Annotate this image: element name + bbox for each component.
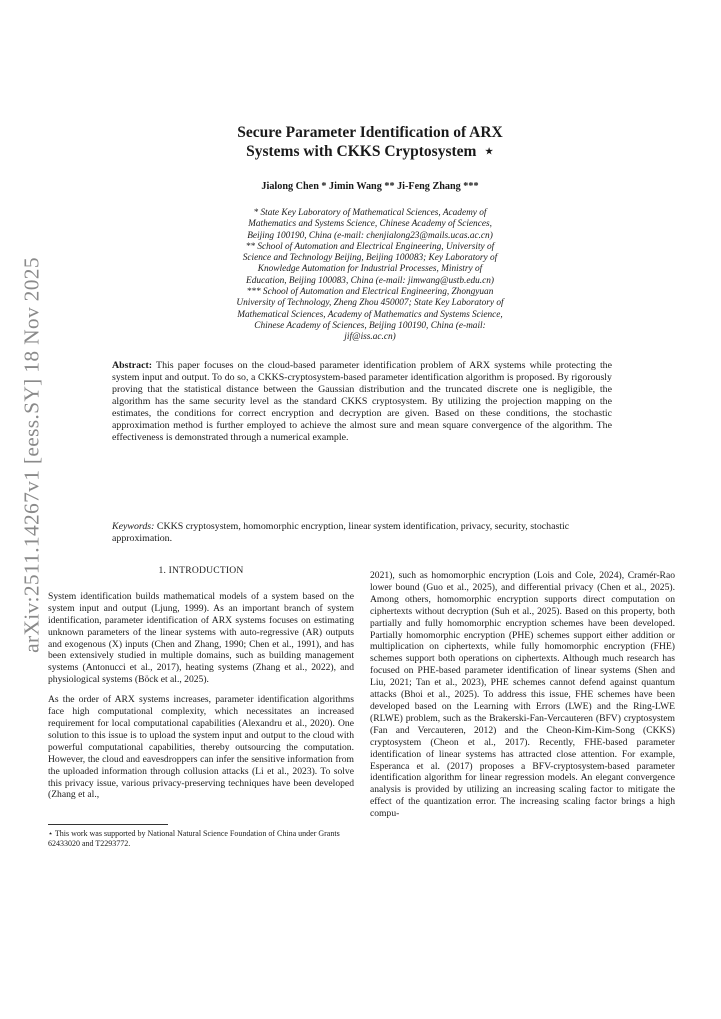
intro-paragraph-continued: 2021), such as homomorphic encryption (Lois and Cole, 2024), Cramér-Rao lower bound (Guo et al., 2025), and differential privacy (Chen et al., 2025). Among others, homomorphic encryption supports direct computation on ciphertexts without decryption (Suh et al., 2025). Based on this property, both partially and fully homomorphic encryption schemes have been developed. Partially homomorphic encryption (PHE) schemes support either addition or multiplication on ciphertexts, while fully homomorphic encryption (FHE) schemes support both operations on ciphertexts. Although much research has focused on PHE-based parameter identification of linear systems (Shen and Liu, 2021; Tan et al., 2023), PHE schemes cannot defend against quantum attacks (Bhoi et al., 2025). To address this issue, FHE schemes have been developed based on the Learning with Errors (LWE) and the Ring-LWE (RLWE) problem, such as the Brakerski-Fan-Vercauteren (BFV) cryptosystem (Fan and Vercauteren, 2012) and the Cheon-Kim-Kim-Song (CKKS) cryptosystem (Cheon et al., 2017). Recently, FHE-based parameter identification of linear systems has attracted close attention. For example, Esperanca et al. (2017) proposes a BFV-cryptosystem-based parameter identification algorithm for linear regression models. An elegant convergence analysis is provided by utilizing an increasing scaling factor to mitigate the effect of the quantization error. The increasing scaling factor brings a high compu- [370, 570, 675, 820]
affil-line: Education, Beijing 100083, China (e-mail: jimwang@ustb.edu.cn) [246, 275, 494, 286]
affil-line: ** School of Automation and Electrical Engineering, University of [245, 241, 495, 252]
paper-title [120, 123, 620, 161]
title-line-1: Secure Parameter Identification of ARX [237, 124, 503, 141]
affil-line: Knowledge Automation for Industrial Processes, Ministry of [257, 264, 483, 275]
intro-paragraph: System identification builds mathematical models of a system based on the system input and output (Ljung, 1999). As an important branch of system identification, parameter identification of ARX systems focuses on estimating unknown parameters of the linear systems with auto-regressive (AR) outputs and exogenous (X) inputs (Chen and Zhang, 1990; Chen et al., 1991), and has been extensively studied in multiple domains, such as building management systems (Antonucci et al., 2017), heating systems (Zhang et al., 2022), and physiological systems (Böck et al., 2025). [48, 590, 354, 686]
affil-line: *** School of Automation and Electrical Engineering, Zhongyuan [246, 287, 494, 298]
right-column [370, 570, 675, 828]
affil-line: * State Key Laboratory of Mathematical Sciences, Academy of [253, 208, 487, 218]
footnote-divider [48, 824, 168, 825]
arxiv-identifier [14, 257, 50, 653]
affil-line: Chinese Academy of Sciences, Beijing 100190, China (e-mail: [254, 320, 486, 331]
intro-paragraph: As the order of ARX systems increases, parameter identification algorithms face high computational complexity, which necessitates an increased requirement for local computational capabilities (Alexandru et al., 2020). One solution to this issue is to upload the system input and output to the cloud with powerful computational capabilities, thereby outsourcing the computation. However, the cloud and eavesdroppers can infer the sensitive information from the uploaded information through collusion attacks (Li et al., 2023). To solve this privacy issue, various privacy-preserving techniques have been developed (Zhang et al., [48, 694, 354, 801]
left-column [48, 565, 354, 809]
keywords-text: CKKS cryptosystem, homomorphic encryption, linear system identification, privacy, security, stochastic approximation. [112, 521, 570, 544]
affil-line: Mathematical Sciences, Academy of Mathematics and Systems Science, [237, 309, 503, 320]
keywords-label: Keywords: [112, 521, 155, 532]
affil-line: Mathematics and Systems Science, Chinese Academy of Sciences, [248, 219, 492, 230]
footnote: ⋆ This work was supported by National Natural Science Foundation of China under Grants 62433020 and T2293772. [48, 829, 340, 848]
affil-line: University of Technology, Zheng Zhou 450007; State Key Laboratory of [236, 298, 504, 309]
section-heading: 1. INTRODUCTION [158, 565, 244, 576]
author-list: Jialong Chen * Jimin Wang ** Ji-Feng Zhang *** [261, 181, 479, 192]
affiliations [160, 208, 580, 344]
abstract-text: This paper focuses on the cloud-based parameter identification problem of ARX systems while protecting the system input and output. To do so, a CKKS-cryptosystem-based parameter identification algorithm is proposed. By rigorously proving that the statistical distance between the Gaussian distribution and the truncated discrete one is negligible, the algorithm has the same security level as the standard CKKS cryptosystem. By utilizing the projection mapping on the estimates, the conditions for correct encryption and decryption are given. Based on these conditions, the stochastic approximation method is further employed to achieve the almost sure and mean square convergence of the algorithm. The effectiveness is demonstrated through a numerical example. [112, 360, 613, 443]
arxiv-id-text: arXiv:2511.14267v1 [eess.SY] 18 Nov 2025 [19, 257, 44, 653]
affil-line: Science and Technology Beijing, Beijing 100083; Key Laboratory of [242, 253, 498, 264]
abstract [112, 360, 612, 444]
title-line-2-wrap [120, 142, 620, 161]
title-star-marker: ⋆ [484, 143, 494, 160]
title-line-2: Systems with CKKS Cryptosystem [246, 143, 477, 160]
keywords [112, 521, 612, 545]
affil-line: Beijing 100190, China (e-mail: chenjialong23@mails.ucas.ac.cn) [247, 230, 493, 241]
affil-line: jif@iss.ac.cn) [344, 332, 396, 343]
abstract-label: Abstract: [112, 360, 153, 371]
